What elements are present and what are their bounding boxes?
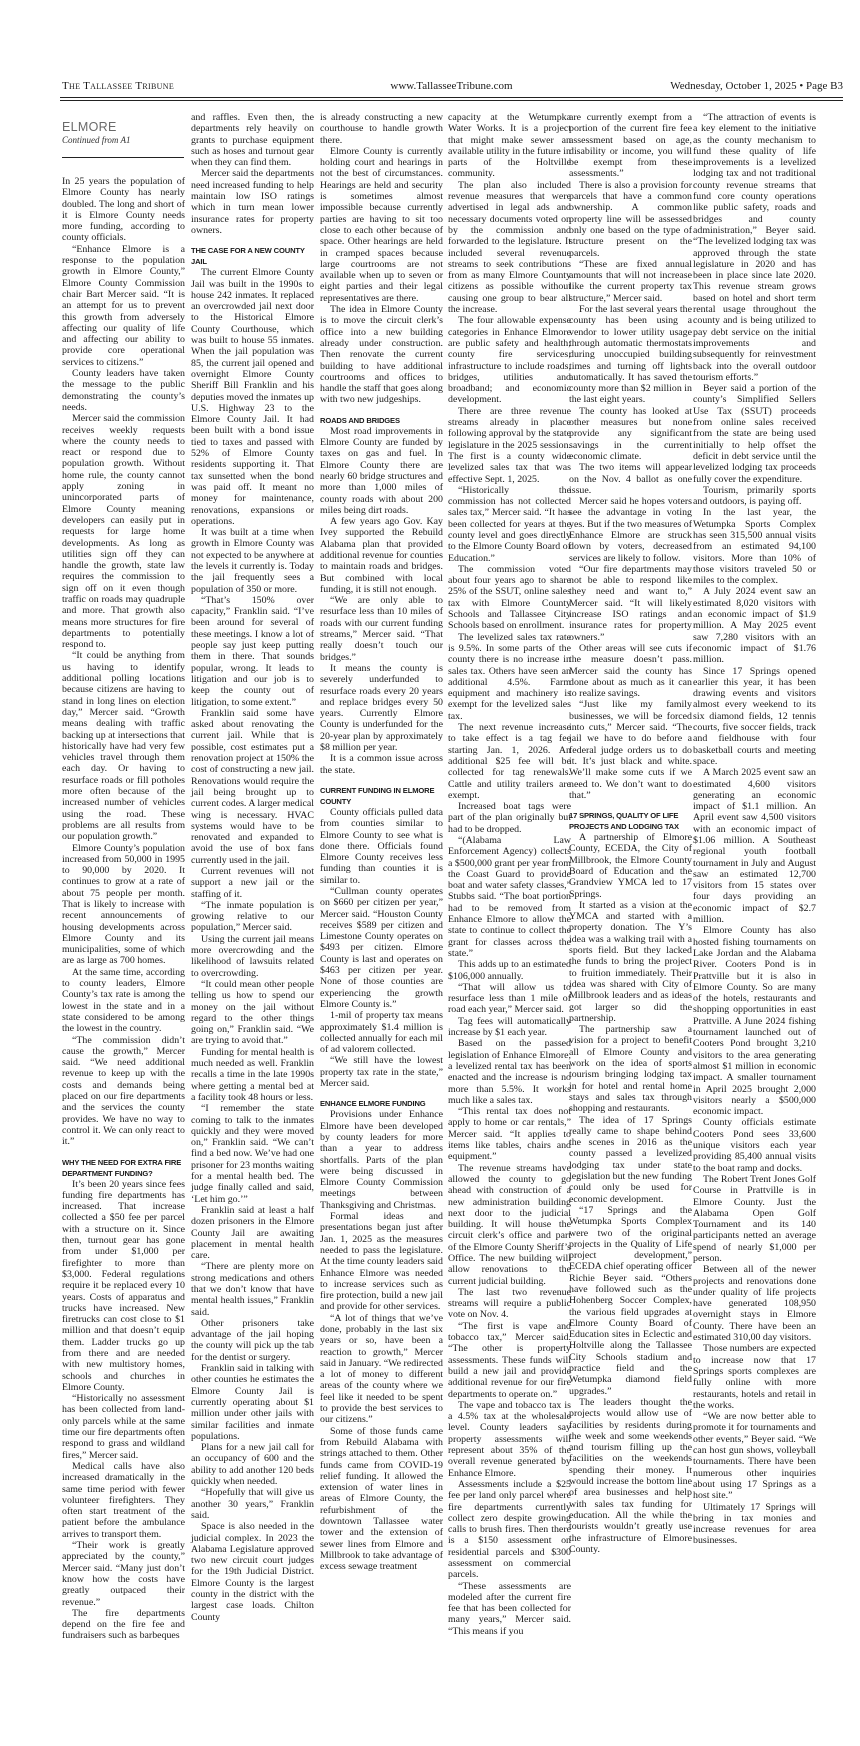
article-paragraph: Those numbers are expected to increase now that 17 Springs sports complexes are fully online with more restaurants, hotels and retail in the works. xyxy=(693,1343,816,1411)
article-paragraph: “Cullman county operates on $660 per citizen per year,” Mercer said. “Houston County receives $589 per citizen and Limestone County operates on $493 per citizen. Elmore County is last and operates on $463 per citizen per year. None of those counties are experiencing the growth Elmore County is.” xyxy=(320,886,443,1010)
article-paragraph: A few years ago Gov. Kay Ivey supported the Rebuild Alabama plan that provided additional revenue for counties to maintain roads and bridges. But combined with local funding, it is still not enough. xyxy=(320,516,443,595)
article-paragraph: Mercer said the commission receives weekly requests where the county needs to react or respond due to population growth. Without home rule, the county cannot apply zoning in unincorporated parts of Elmore County meaning developers can easily put in requests for large home developments. As long as utilities sign off they can handle the growth, state law requires the commission to sign off on it even though traffic on roads may quadruple and more. That growth also means more structures for fire departments to potentially respond to. xyxy=(62,413,185,651)
publication-name: The Tallassee Tribune xyxy=(62,80,175,92)
article-paragraph: The commission voted about four years ago to share 25% of the SSUT, online sales tax with Elmore County Schools and Tallassee City Schools based on enrollment. xyxy=(448,563,571,632)
article-paragraph: In the last year, the Wetumpka Sports Complex has seen 315,500 annual visits from an estimated 94,100 visitors. More than 10% of those visitors traveled 50 or miles to the complex. xyxy=(693,507,816,587)
article-paragraph: The fire departments depend on the fire fee and fundraisers such as barbeques xyxy=(62,1607,185,1642)
article-paragraph: Franklin said in talking with other counties he estimates the Elmore County Jail is currently operating about $1 million under other jails with similar facilities and inmate populations. xyxy=(191,1363,314,1442)
article-paragraph: It was built at a time when growth in Elmore County was not expected to be anywhere at the levels it currently is. Today the jail frequently sees a population of 350 or more. xyxy=(191,527,314,595)
article-paragraph: The vape and tobacco tax is a 4.5% tax at the wholesale level. County leaders say property assessments will represent about 35% of the overall revenue generated by Enhance Elmore. xyxy=(448,1399,571,1479)
article-paragraph: Some of those funds came from Rebuild Alabama with strings attached to them. Other funds came from COVID-19 relief funding. It allowed the extension of water lines in areas of Elmore County, the refurbishment of the downtown Tallassee water tower and the extension of sewer lines from Elmore and Millbrook to take advantage of excess sewage treatment xyxy=(320,1425,443,1573)
article-paragraph: Beyer said a portion of the county’s Simplified Sellers Use Tax (SSUT) proceeds from online sales received from the state are being used initially to help offset the deficit in debt service until the levelized lodging tax proceeds fully cover the expenditure. xyxy=(693,383,816,485)
page-header xyxy=(60,80,843,94)
article-paragraph: A July 2024 event saw an estimated 8,020 visitors with an economic impact of $1.9 million. A May 2025 event saw 7,280 visitors with an economic impact of $1.76 million. xyxy=(693,586,816,666)
article-paragraph: The plan also included revenue measures that were advertised in legal ads and necessary documents voted on by the commission and forwarded to the legislature. It included several revenue streams to seek contributions from as many Elmore County citizens as possible without causing one group to bear all the increase. xyxy=(448,179,571,316)
article-paragraph: “The commission didn’t cause the growth,” Mercer said. “We need additional revenue to keep up with the costs and demands being placed on our fire departments and the services the county provides. We have no way to control it. We can only react to it.” xyxy=(62,1034,185,1148)
article-paragraph: Mercer said he hopes voters see the advantage in voting yes. But if the two measures of Enhance Elmore are struck down by voters, decreased services are likely to follow. xyxy=(569,496,692,564)
section-subhead: THE CASE FOR A NEW COUNTY JAIL xyxy=(191,246,305,267)
article-paragraph: “17 Springs and the Wetumpka Sports Complex were two of the original projects in the Quality of Life project development,” ECEDA chief operating officer Richie Beyer said. “Others have followed such as the Hohenberg Soccer Complex, the various field upgrades at Elmore County Board of Education sites in Eclectic and Holtville along the Tallassee City Schools stadium and practice field and the Wetumpka diamond field upgrades.” xyxy=(569,1204,692,1397)
kicker-rule xyxy=(62,157,184,158)
section-subhead: ROADS AND BRIDGES xyxy=(320,415,400,425)
article-paragraph: 1-mil of property tax means approximately $1.4 million is collected annually for each mil of ad valorem collected. xyxy=(320,1010,443,1056)
article-paragraph: and raffles. Even then, the departments rely heavily on grants to purchase equipment such as hoses and turnout gear when they can find them. xyxy=(191,112,314,169)
article-paragraph: “That will allow us to resurface less than 1 mile of road each year,” Mercer said. xyxy=(448,981,571,1016)
article-column-4 xyxy=(448,112,571,1637)
article-paragraph: The four allowable expense categories in Enhance Elmore are public safety and health; county fire services; infrastructure to include roads, bridges, utilities and broadband; and economic development. xyxy=(448,315,571,406)
article-paragraph: Provisions under Enhance Elmore have been developed by county leaders for more than a year to address shortfalls. Parts of the plan were being discussed in Elmore County Commission meetings between Thanksgiving and Christmas. xyxy=(320,1109,443,1211)
article-column-3 xyxy=(320,112,443,1573)
article-kicker xyxy=(62,120,184,145)
article-paragraph: County officials estimate Cooters Pond sees 33,600 unique visitors each year providing 85,400 annual visits to the boat ramp and docks. xyxy=(693,1117,816,1174)
article-paragraph: The idea of 17 Springs really came to shape behind the scenes in 2016 as the county passed a levelized lodging tax under state legislation but the new funding could only be used for economic development. xyxy=(569,1114,692,1205)
article-paragraph: Medical calls have also increased dramatically in the same time period with fewer volunteer firefighters. They often start treatment of the patient before the ambulance arrives to transport them. xyxy=(62,1460,185,1540)
article-paragraph: The levelized sales tax rate is 9.5%. In some parts of the county there is no increase in sales tax. Others have seen an additional 4.5%. Farm equipment and machinery is exempt for the levelized sales tax. xyxy=(448,631,571,722)
article-paragraph: This adds up to an estimated $106,000 annually. xyxy=(448,959,571,982)
article-paragraph: Funding for mental health is much needed as well. Franklin recalls a time in the late 1990s where getting a mental bed at a facility took 48 hours or less. xyxy=(191,1046,314,1103)
article-paragraph: Ultimately 17 Springs will bring in tax monies and increase revenues for area businesses. xyxy=(693,1501,816,1547)
article-paragraph: “Hopefully that will give us another 30 years,” Franklin said. xyxy=(191,1487,314,1521)
section-subhead: 17 SPRINGS, QUALITY OF LIFE PROJECTS AND LODGING TAX xyxy=(569,811,679,832)
article-paragraph: A partnership of Elmore County, ECEDA, the City of Millbrook, the Elmore County Board of Education and the Grandview YMCA led to 17 Springs. xyxy=(569,832,692,900)
article-paragraph: “There are plenty more on strong medications and others that we don’t know that have mental health issues,” Franklin said. xyxy=(191,1261,314,1318)
article-paragraph: “We are now better able to promote it for tournaments and other events,” Beyer said. “We can host gun shows, volleyball tournaments. There have been numerous other inquiries about using 17 Springs as a host site.” xyxy=(693,1411,816,1502)
article-paragraph: Formal ideas and presentations began just after Jan. 1, 2025 as the measures needed to pass the legislature. At the time county leaders said Enhance Elmore was needed to increase services such as fire protection, build a new jail and provide for other services. xyxy=(320,1211,443,1313)
article-column-6 xyxy=(693,112,816,1547)
article-paragraph: “We still have the lowest property tax rate in the state,” Mercer said. xyxy=(320,1055,443,1090)
article-paragraph: “The inmate population is growing relative to our population,” Mercer said. xyxy=(191,899,314,934)
article-paragraph: The revenue streams have allowed the county to go ahead with construction of a new administration building next door to the judicial building. It will house the circuit clerk’s office and part of the Elmore County Sheriff’s Office. The new building will allow renovations to the current judicial building. xyxy=(448,1162,571,1287)
article-paragraph: “That’s 150% over capacity,” Franklin said. “I’ve been around for several of these meetings. I know a lot of people say just keep putting them in there. That sounds popular, wrong. It leads to litigation and our job is to keep the county out of litigation, to some extent.” xyxy=(191,594,314,708)
article-paragraph: The county has looked at other measures but none provide any significant savings in the current economic climate. xyxy=(569,405,692,462)
article-paragraph: “It could be anything from us having to identify additional polling locations because citizens are having to stand in long lines on election day,” Mercer said. “Growth means dealing with traffic backing up at intersections that historically have had very few vehicles travel through them each day. Or having to resurface roads or fill potholes more often because of the increased number of vehicles using the road. These problems are all results from our population growth.” xyxy=(62,650,185,843)
article-paragraph: “The first is vape and tobacco tax,” Mercer said. “The other is property assessments. These funds will build a new jail and provide additional revenue for our fire departments to operate on.” xyxy=(448,1320,571,1400)
kicker-title: ELMORE xyxy=(62,120,117,134)
continued-from-label: Continued from A1 xyxy=(62,135,131,145)
article-paragraph: It means the county is severely underfunded to resurface roads every 20 years and replace bridges every 50 years. Currently Elmore County is underfunded for the 20-year plan by approximately $8 million per year. xyxy=(320,662,443,754)
article-paragraph: capacity at the Wetumpka Water Works. It is a project that might make sewer an available utility in the future in parts of the Holtville community. xyxy=(448,112,571,180)
article-paragraph: “Historically the commission has not collected sales tax,” Mercer said. “It has been collected for years at the county level and goes directly to the Elmore County Board of Education.” xyxy=(448,484,571,564)
article-paragraph: It started as a vision at the YMCA and started with a property donation. The Y’s idea was a walking trail with a sports field. But they lacked the funds to bring the project to fruition immediately. Their idea was shared with City of Millbrook leaders and as ideas got larger so did the partnership. xyxy=(569,899,692,1024)
article-paragraph: The current Elmore County Jail was built in the 1990s to house 242 inmates. It replaced an overcrowded jail next door to the Historical Elmore County Courthouse, which was built to house 55 inmates. When the jail population was 85, the current jail opened and overnight Elmore County Sheriff Bill Franklin and his deputies moved the inmates up U.S. Highway 23 to the Elmore County Jail. It had been built with a bond issue tied to taxes and passed with 52% of Elmore County residents supporting it. That tax sunsetted when the bond was paid off. It meant no money for maintenance, renovations, expansions or operations. xyxy=(191,267,314,527)
article-paragraph: Increased boat tags were part of the plan originally but had to be dropped. xyxy=(448,801,571,835)
article-paragraph: The last two revenue streams will require a public vote on Nov. 4. xyxy=(448,1286,571,1321)
article-paragraph: County officials pulled data from counties similar to Elmore County to see what is done there. Officials found Elmore County receives less funding than counties it is similar to. xyxy=(320,806,443,886)
article-column-5 xyxy=(569,112,692,1555)
article-paragraph: Franklin said at least a half dozen prisoners in the Elmore County Jail are awaiting placement in mental health care. xyxy=(191,1204,314,1262)
article-paragraph: Since 17 Springs opened earlier this year, it has been drawing events and visitors almost every weekend to its six diamond fields, 12 tennis courts, five soccer fields, track and fieldhouse with four basketball courts and meeting space. xyxy=(693,665,816,767)
article-paragraph: “Enhance Elmore is a response to the population growth in Elmore County,” Elmore County Commission chair Bart Mercer said. “It is an attempt for us to prevent this growth from adversely affecting our quality of life and affecting our ability to provide core operational services to citizens.” xyxy=(62,243,185,368)
article-paragraph: are currently exempt from a portion of the current fire fee assessment based on age, disability or income, you will be exempt from these assessments.” xyxy=(569,112,692,180)
date-and-page: Wednesday, October 1, 2025 • Page B3 xyxy=(670,80,843,92)
article-paragraph: Plans for a new jail call for an occupancy of 600 and the ability to add another 120 beds quickly when needed. xyxy=(191,1442,314,1488)
article-paragraph: Current revenues will not support a new jail or the staffing of it. xyxy=(191,866,314,900)
article-paragraph: “Historically no assessment has been collected from land-only parcels while at the same time our fire departments often respond to grass and wildland fires,” Mercer said. xyxy=(62,1393,185,1461)
article-paragraph: “The attraction of events is a key element to the initiative as the county mechanism to fund these quality of life improvements is a levelized lodging tax and not traditional county revenue streams that fund core county operations like public safety, roads and bridges and county administration,” Beyer said. “The levelized lodging tax was approved through the state legislature in 2020 and has been in place since late 2020. This revenue stream grows based on hotel and short term rental usage throughout the county and is being utilized to pay debt service on the initial improvements and subsequently for reinvestment back into the overall outdoor tourism efforts.” xyxy=(693,112,816,383)
article-paragraph: County leaders have taken the message to the public demonstrating the county’s needs. xyxy=(62,368,185,413)
article-paragraph: The Robert Trent Jones Golf Course in Prattville is in Elmore County. Just the Alabama Open Golf Tournament and its 140 participants netted an average spend of nearly $1,000 per person. xyxy=(693,1173,817,1264)
article-paragraph: It’s been 20 years since fees funding fire departments has increased. That increase collected a $50 fee per parcel with a structure on it. Since then, turnout gear has gone from under $1,000 per firefighter to more than $3,000. Federal regulations require it be replaced every 10 years. Costs of apparatus and trucks have increased. New firetrucks can cost close to $1 million and that doesn’t equip them. Ladder trucks go up from there and are needed with new multistory homes, schools and churches in Elmore County. xyxy=(62,1178,185,1393)
article-paragraph: The leaders thought the projects would allow use of facilities by residents during the week and some weekends and tourism filling up the facilities on the weekends spending their money. It would increase the bottom line of area businesses and help with sales tax funding for education. All the while the tourists wouldn’t greatly use the infrastructure of Elmore County. xyxy=(569,1396,692,1555)
article-paragraph: The next revenue increase to take effect is a tag fee starting Jan. 1, 2026. An additional $25 fee will be collected for tag renewals. Cattle and utility trailers are exempt. xyxy=(448,722,571,801)
article-paragraph: “I remember the state coming to talk to the inmates quickly and they were moved on,” Franklin said. “We can’t find a bed now. We’ve had one prisoner for 23 months waiting for a mental health bed. The judge finally called and said, ‘Let him go.’” xyxy=(191,1103,314,1205)
article-paragraph: Assessments include a $25 fee per land only parcel where fire departments currently collect zero despite growing calls to brush fires. Then there is a $150 assessment on residential parcels and $300 assessment on commercial parcels. xyxy=(448,1478,571,1581)
article-paragraph: Using the current jail means more overcrowding and the likelihood of lawsuits related to overcrowding. xyxy=(191,933,314,979)
article-paragraph: “We are only able to resurface less than 10 miles of roads with our current funding streams,” Mercer said. “That really doesn’t touch our bridges.” xyxy=(320,595,443,663)
article-paragraph: Franklin said some have asked about renovating the current jail. While that is possible, cost estimates put a renovation project at 150% the cost of constructing a new jail. Renovations would require the jail being brought up to current codes. A larger medical wing is necessary. HVAC systems would have to be renovated and expanded to avoid the use of box fans currently used in the jail. xyxy=(191,707,314,866)
article-paragraph: Elmore County’s population increased from 50,000 in 1995 to 90,000 by 2020. It continues to grow at a rate of about 75 people per month. That is likely to increase with recent announcements of housing developments across Elmore County and its municipalities, some of which are as large as 700 homes. xyxy=(62,842,185,967)
article-column-2 xyxy=(191,112,314,1623)
header-double-rule xyxy=(60,97,843,101)
article-paragraph: Elmore County is currently holding court and hearings in not the best of circumstances. Hearings are held and security is sometimes almost impossible because currently parties are having to sit too close to each other because of space. Other hearings are held in cramped spaces because large courtrooms are not available when up to seven or eight parties and their legal representatives are there. xyxy=(320,145,443,304)
section-subhead: WHY THE NEED FOR EXTRA FIRE DEPARTMENT FUNDING? xyxy=(62,1157,182,1178)
article-paragraph: Between all of the newer projects and renovations done under quality of life projects have generated 108,950 overnight stays in Elmore County. There have been an estimated 310,00 day visitors. xyxy=(693,1264,816,1344)
article-paragraph: The idea in Elmore County is to move the circuit clerk’s office into a new building already under construction. Then renovate the current building to have additional courtrooms and offices to handle the staff that goes along with two new judgeships. xyxy=(320,304,443,406)
article-paragraph: “Just like my family businesses, we will be forced into cuts,” Mercer said. “The jail we have to do before a federal judge orders us to do it. It’s just black and white. We’ll make some cuts if we need to. We don’t want to do that.” xyxy=(569,699,692,801)
article-paragraph: “A lot of things that we’ve done, probably in the last six years or so, have been a reaction to growth,” Mercer said in January. “We redirected a lot of money to different areas of the county where we feel like it needed to be spent to provide the best services to our citizens.” xyxy=(320,1312,443,1426)
article-paragraph: “This rental tax does not apply to home or car rentals,” Mercer said. “It applies to items like tables, chairs and equipment.” xyxy=(448,1106,571,1163)
article-paragraph: “(Alabama Law Enforcement Agency) collects a $500,000 grant per year from the Coast Guard to provide boat and water safety classes,” Stubbs said. “The boat portion had to be removed from Enhance Elmore to allow the state to continue to collect the grant for classes across the state.” xyxy=(448,835,571,959)
article-paragraph: “Our fire departments may not be able to respond like they need and want to,” Mercer said. “It will likely increase ISO ratings and insurance rates for property owners.” xyxy=(569,563,692,643)
article-paragraph: Tourism, primarily sports and outdoors, is paying off. xyxy=(693,484,816,508)
article-paragraph: Mercer said the departments need increased funding to help maintain low ISO ratings which in turn mean lower insurance rates for property owners. xyxy=(191,168,314,236)
article-paragraph: For the last several years the county has been using a vendor to lower utility usage through automatic thermostats during unoccupied building times and turning off lights automatically. It has saved the county more than $2 million in the last eight years. xyxy=(569,304,692,406)
article-paragraph: There are three revenue streams already in place following approval by the state legislature in the 2025 session. The first is a county wide levelized sales tax that was effective Sept. 1, 2025. xyxy=(448,405,571,485)
article-paragraph: Space is also needed in the judicial complex. In 2023 the Alabama Legislature approved two new circuit court judges for the 19th Judicial District. Elmore County is the largest county in the district with the largest case loads. Chilton County xyxy=(191,1521,314,1623)
article-paragraph: The two items will appear on the Nov. 4 ballot as one issue. xyxy=(569,462,692,496)
article-paragraph: At the same time, according to county leaders, Elmore County’s tax rate is among the lowest in the state and in a state considered to be among the lowest in the country. xyxy=(62,966,185,1035)
article-paragraph: In 25 years the population of Elmore County has nearly doubled. The long and short of it is Elmore County needs more funding, according to county officials. xyxy=(62,176,185,244)
article-paragraph: is already constructing a new courthouse to handle growth there. xyxy=(320,112,443,146)
section-subhead: CURRENT FUNDING IN ELMORE COUNTY xyxy=(320,785,435,806)
article-paragraph: Based on the passed legislation of Enhance Elmore, a levelized rental tax has been enacted and the increase is no more than 5.5%. It works much like a sales tax. xyxy=(448,1038,571,1106)
article-paragraph: “These are fixed annual amounts that will not increase like the current property tax structure,” Mercer said. xyxy=(569,258,692,304)
article-paragraph: A March 2025 event saw an estimated 4,600 visitors generating an economic impact of $1.1 million. An April event saw 4,500 visitors with an economic impact of $1.06 million. A Southeast regional youth football tournament in July and August saw an estimated 12,700 visitors from 15 states over four days providing an economic impact of $2.7 million. xyxy=(693,767,816,926)
article-paragraph: Other areas will see cuts if the measure doesn’t pass. Mercer said the county has done about as much as it can to realize savings. xyxy=(569,642,692,700)
section-subhead: ENHANCE ELMORE FUNDING xyxy=(320,1099,426,1109)
article-paragraph: “Their work is greatly appreciated by the county,” Mercer said. “Many just don’t know how the costs have greatly outpaced their revenue.” xyxy=(62,1540,185,1608)
article-paragraph: It is a common issue across the state. xyxy=(320,753,443,776)
article-paragraph: Elmore County has also hosted fishing tournaments on Lake Jordan and the Alabama River. Cooters Pond is in Prattville but it is also in Elmore County. So are many of the hotels, restaurants and shopping opportunities in east Prattville. A June 2024 fishing tournament launched out of Cooters Pond brought 3,210 visitors to the area generating almost $1 million in economic impact. A smaller tournament in April 2025 brought 2,000 visitors nearly a $500,000 economic impact. xyxy=(693,925,816,1118)
article-paragraph: Other prisoners take advantage of the jail hoping the county will pick up the tab for the dentist or surgery. xyxy=(191,1317,314,1363)
publication-url[interactable]: www.TallasseeTribune.com xyxy=(390,80,513,92)
article-paragraph: There is also a provision for parcels that have a common ownership. A common property line will be assessed only one based on the type of structure present on the parcels. xyxy=(569,179,692,259)
article-paragraph: “These assessments are modeled after the current fire fee that has been collected for many years,” Mercer said. “This means if you xyxy=(448,1580,571,1637)
article-column-1 xyxy=(62,176,185,1642)
article-paragraph: The partnership saw a vision for a project to benefit all of Elmore County and work on the idea of sports tourism bringing lodging tax in for hotel and rental home stays and sales tax through shopping and restaurants. xyxy=(569,1024,692,1115)
article-paragraph: “It could mean other people telling us how to spend our money on the jail without regard to the other things going on,” Franklin said. “We are trying to avoid that.” xyxy=(191,978,314,1047)
article-paragraph: Most road improvements in Elmore County are funded by taxes on gas and fuel. In Elmore County there are nearly 60 bridge structures and more than 1,000 miles of county roads with about 200 miles being dirt roads. xyxy=(320,425,443,516)
article-paragraph: Tag fees will automatically increase by $1 each year. xyxy=(448,1015,571,1039)
